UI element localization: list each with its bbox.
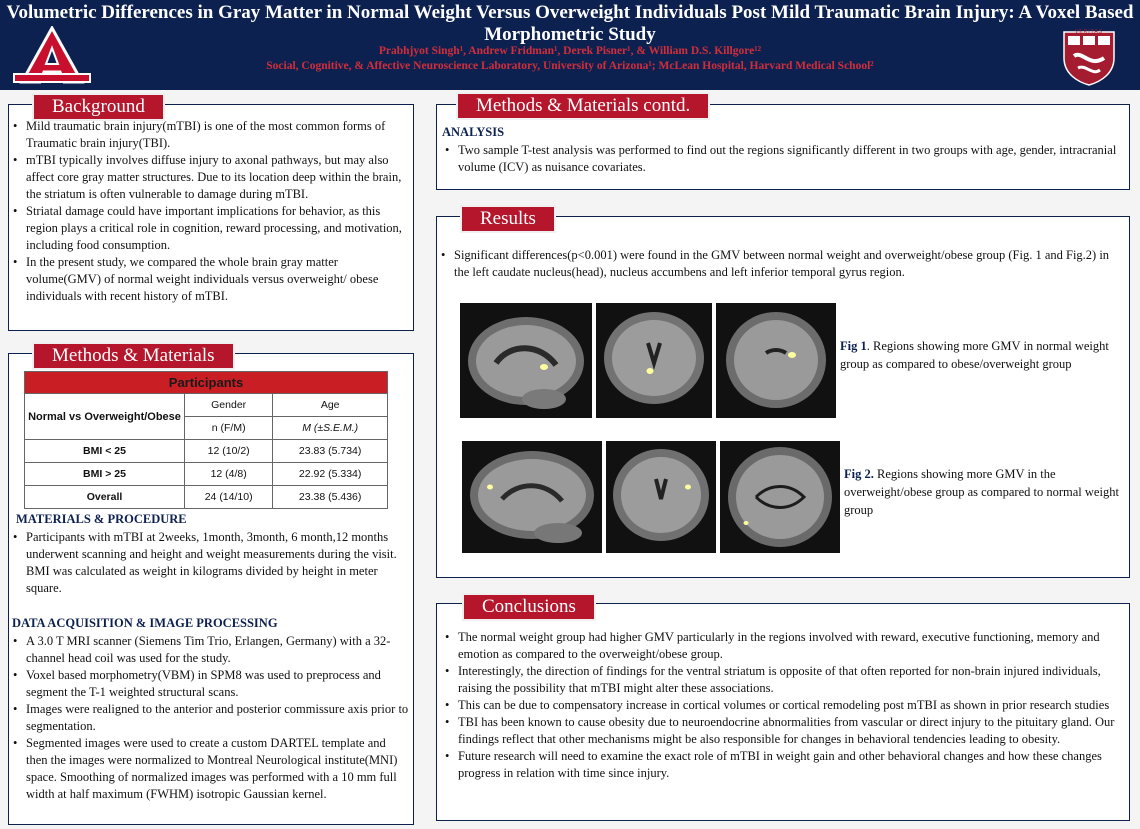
affiliations: Social, Cognitive, & Affective Neuroscience Laboratory, University of Arizona¹; McLean Hospital, Harvard Medical School² — [266, 60, 874, 72]
list-item: • Participants with mTBI at 2weeks, 1month, 3month, 6 month,12 months underwent scanning and height and weight measurements during the visit. BMI was calculated as weight in kilograms divided by height in meter square. — [10, 529, 410, 597]
university-of-arizona-logo — [12, 26, 92, 86]
background-list — [10, 118, 408, 305]
list-item: • Striatal damage could have important implications for behavior, as this region plays a critical role in cognition, reward processing, and motivation, including food consumption. — [10, 203, 408, 254]
list-item: • A 3.0 T MRI scanner (Siemens Tim Trio, Erlangen, Germany) with a 32-channel head coil was used for the study. — [10, 633, 410, 667]
fig2-sagittal-image — [462, 441, 602, 553]
table-col-subheader: M (±S.E.M.) — [273, 417, 388, 440]
list-item: • Images were realigned to the anterior and posterior commissure axis prior to segmentation. — [10, 701, 410, 735]
list-item: • Future research will need to examine the exact role of mTBI in weight gain and other behavioral changes and how these changes progress in relation with time since injury. — [442, 748, 1126, 782]
fig2-caption-text: Regions showing more GMV in the overweight/obese group as compared to normal weight group — [844, 467, 1119, 517]
table-cell: Overall — [25, 486, 185, 509]
table-col-header: Age — [273, 394, 388, 417]
fig2-caption — [844, 465, 1124, 519]
fig1-caption — [840, 337, 1118, 373]
poster-header — [0, 0, 1140, 90]
fig2-axial-image — [720, 441, 840, 553]
table-row — [25, 486, 388, 509]
list-item: • Mild traumatic brain injury(mTBI) is one of the most common forms of Traumatic brain injury(TBI). — [10, 118, 408, 152]
list-item: • In the present study, we compared the whole brain gray matter volume(GMV) of normal weight individuals versus overweight/ obese individuals with recent history of mTBI. — [10, 254, 408, 305]
list-item: • Two sample T-test analysis was performed to find out the regions significantly different in two groups with age, gender, intracranial volume (ICV) as nuisance covariates. — [442, 142, 1124, 176]
table-cell: 23.38 (5.436) — [273, 486, 388, 509]
poster-title: Volumetric Differences in Gray Matter in Normal Weight Versus Overweight Individuals Post Mild Traumatic Brain Injury: A Voxel Based Morphometric Study — [6, 2, 1134, 45]
table-cell: 24 (14/10) — [185, 486, 273, 509]
table-cell: 23.83 (5.734) — [273, 440, 388, 463]
table-cell: 12 (4/8) — [185, 463, 273, 486]
participants-table — [24, 371, 388, 509]
results-heading: Results — [460, 205, 556, 233]
table-row — [25, 440, 388, 463]
fig2-label: Fig 2. — [844, 467, 874, 481]
list-item: • This can be due to compensatory increase in cortical volumes or cortical remodeling post mTBI as shown in prior research studies — [442, 697, 1126, 714]
table-title: Participants — [25, 372, 388, 394]
table-cell: 22.92 (5.334) — [273, 463, 388, 486]
fig1-sagittal-image — [460, 303, 592, 418]
conclusions-list — [442, 629, 1126, 782]
table-group-header: Normal vs Overweight/Obese — [25, 394, 185, 440]
list-item: • TBI has been known to cause obesity due to neuroendocrine abnormalities from vascular or direct injury to the pituitary gland. Our findings reflect that other mechanisms might be also responsible for changes in behavioral tendencies leading to obesity. — [442, 714, 1126, 748]
methods-contd-heading: Methods & Materials contd. — [456, 92, 710, 120]
fig1-axial-image — [716, 303, 836, 418]
acquisition-list — [10, 633, 410, 803]
methods-heading: Methods & Materials — [32, 342, 235, 370]
fig2-coronal-image — [606, 441, 716, 553]
table-row — [25, 463, 388, 486]
table-cell: BMI > 25 — [25, 463, 185, 486]
list-item: • mTBI typically involves diffuse injury to axonal pathways, but may also affect core gray matter structures. Due to its location deep within the brain, the striatum is often vulnerable to damage during mTBI. — [10, 152, 408, 203]
table-cell: 12 (10/2) — [185, 440, 273, 463]
results-list — [438, 247, 1124, 281]
list-item: • Segmented images were used to create a custom DARTEL template and then the images were normalized to Montreal Neurological institute(MNI) space. Smoothing of normalized images was performed with a 10 mm full width at half maximum (FWHM) isotropic Gaussian kernel. — [10, 735, 410, 803]
list-item: • The normal weight group had higher GMV particularly in the regions involved with reward, executive functioning, memory and emotion as compared to the overweight/obese group. — [442, 629, 1126, 663]
shield-motto: VERITAS — [1074, 29, 1104, 35]
materials-heading: MATERIALS & PROCEDURE — [16, 512, 187, 526]
acquisition-heading: DATA ACQUISITION & IMAGE PROCESSING — [12, 616, 278, 630]
fig1-caption-text: . Regions showing more GMV in normal weight group as compared to obese/overweight group — [840, 339, 1109, 371]
harvard-shield-logo — [1060, 28, 1118, 86]
analysis-list — [442, 142, 1124, 176]
list-item: • Voxel based morphometry(VBM) in SPM8 was used to preprocess and segment the T-1 weighted structural scans. — [10, 667, 410, 701]
fig1-label: Fig 1 — [840, 339, 867, 353]
list-item: • Significant differences(p<0.001) were found in the GMV between normal weight and overweight/obese group (Fig. 1 and Fig.2) in the left caudate nucleus(head), nucleus accumbens and left inferior temporal gyrus region. — [438, 247, 1124, 281]
materials-list — [10, 529, 410, 597]
table-col-subheader: n (F/M) — [185, 417, 273, 440]
authors: Prabhjyot Singh¹, Andrew Fridman¹, Derek Pisner¹, & William D.S. Killgore¹² — [378, 45, 762, 57]
list-item: • Interestingly, the direction of findings for the ventral striatum is opposite of that often reported for non-brain injured individuals, raising the possibility that mTBI might alter these associations. — [442, 663, 1126, 697]
analysis-heading: ANALYSIS — [442, 125, 505, 139]
background-heading: Background — [32, 93, 165, 121]
author-list — [0, 44, 1140, 74]
table-col-header: Gender — [185, 394, 273, 417]
table-cell: BMI < 25 — [25, 440, 185, 463]
fig1-coronal-image — [596, 303, 712, 418]
conclusions-heading: Conclusions — [462, 593, 596, 621]
